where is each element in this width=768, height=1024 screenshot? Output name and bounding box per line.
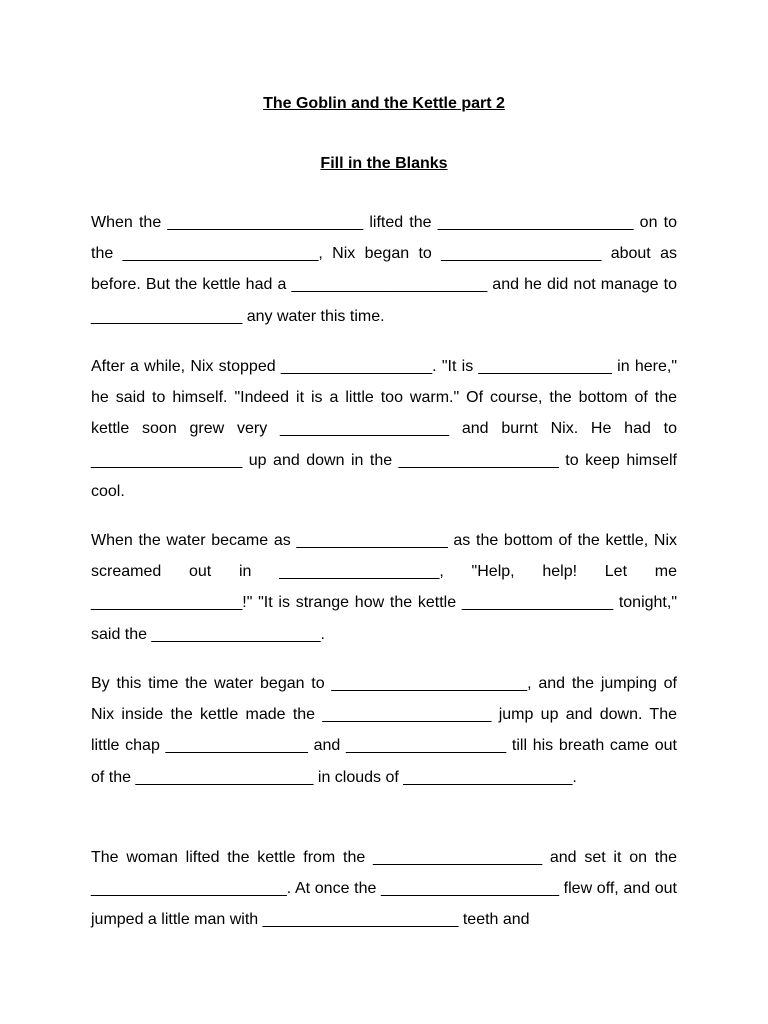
passage-paragraph: The woman lifted the kettle from the ___________________ and set it on the ______________________. At once the ____________________ flew off, and out jumped a little man with ______________________ teeth and: [91, 849, 677, 929]
worksheet-subtitle: Fill in the Blanks: [320, 155, 448, 172]
passage-paragraph: After a while, Nix stopped _________________. "It is _______________ in here," he said to himself. "Indeed it is a little too warm." Of course, the bottom of the kettle soon grew very ___________________ and burnt Nix. He had to _________________ up and down in the __________________ to keep himself cool.: [91, 358, 677, 500]
passage-paragraph: When the water became as _________________ as the bottom of the kettle, Nix screamed out in __________________, "Help, help! Let me _________________!" "It is strange how the kettle _________________ tonight," said the ___________________.: [91, 532, 677, 643]
passage-paragraph: By this time the water began to ______________________, and the jumping of Nix inside the kettle made the ___________________ jump up and down. The little chap ________________ and __________________ till his breath came out of the ____________________ in clouds of ___________________.: [91, 675, 677, 786]
passage-paragraph: When the ______________________ lifted the ______________________ on to the ______________________, Nix began to __________________ about as before. But the kettle had a ______________________ and he did not manage to _________________ any water this time.: [91, 214, 677, 325]
worksheet-title: The Goblin and the Kettle part 2: [263, 95, 505, 112]
